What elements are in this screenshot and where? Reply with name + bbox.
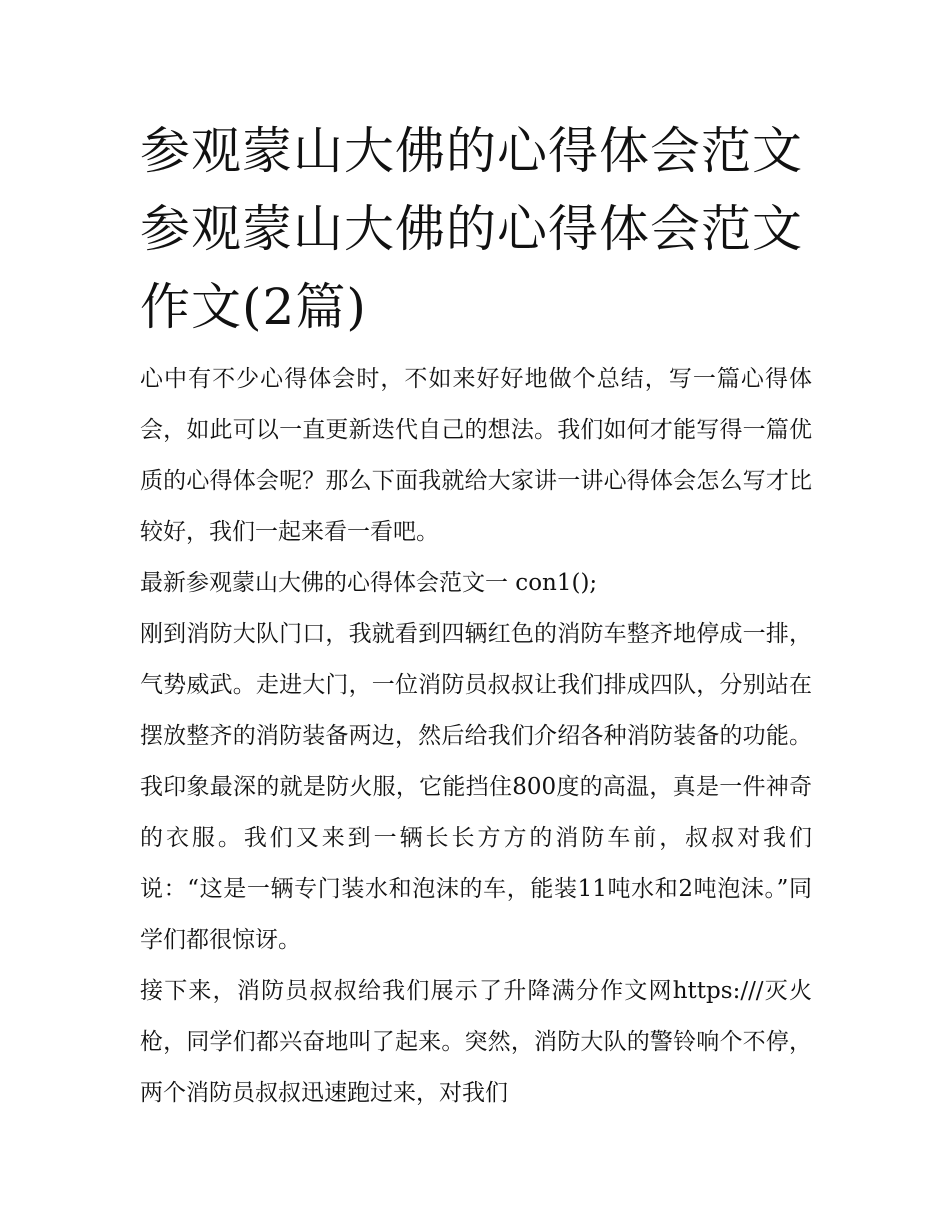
section-heading: 最新参观蒙山大佛的心得体会范文一 con1(); [140, 570, 598, 596]
document-page [140, 112, 812, 1119]
document-title: 参观蒙山大佛的心得体会范文参观蒙山大佛的心得体会范文作文(2篇) [140, 122, 803, 336]
body-paragraph: 接下来，消防员叔叔给我们展示了升降满分作文网https:///灭火枪，同学们都兴奋地叫了起来。突然，消防大队的警铃响个不停，两个消防员叔叔迅速跑过来，对我们 [140, 978, 812, 1106]
body-paragraph: 刚到消防大队门口，我就看到四辆红色的消防车整齐地停成一排，气势威武。走进大门，一位消防员叔叔让我们排成四队，分别站在摆放整齐的消防装备两边，然后给我们介绍各种消防装备的功能。我印象最深的就是防火服，它能挡住800度的高温，真是一件神奇的衣服。我们又来到一辆长长方方的消防车前，叔叔对我们说：“这是一辆专门装水和泡沫的车，能装11吨水和2吨泡沫。”同学们都很惊讶。 [140, 621, 812, 953]
document-body [140, 354, 812, 1119]
intro-paragraph: 心中有不少心得体会时，不如来好好地做个总结，写一篇心得体会，如此可以一直更新迭代自己的想法。我们如何才能写得一篇优质的心得体会呢？那么下面我就给大家讲一讲心得体会怎么写才比较好，我们一起来看一看吧。 [140, 366, 812, 545]
